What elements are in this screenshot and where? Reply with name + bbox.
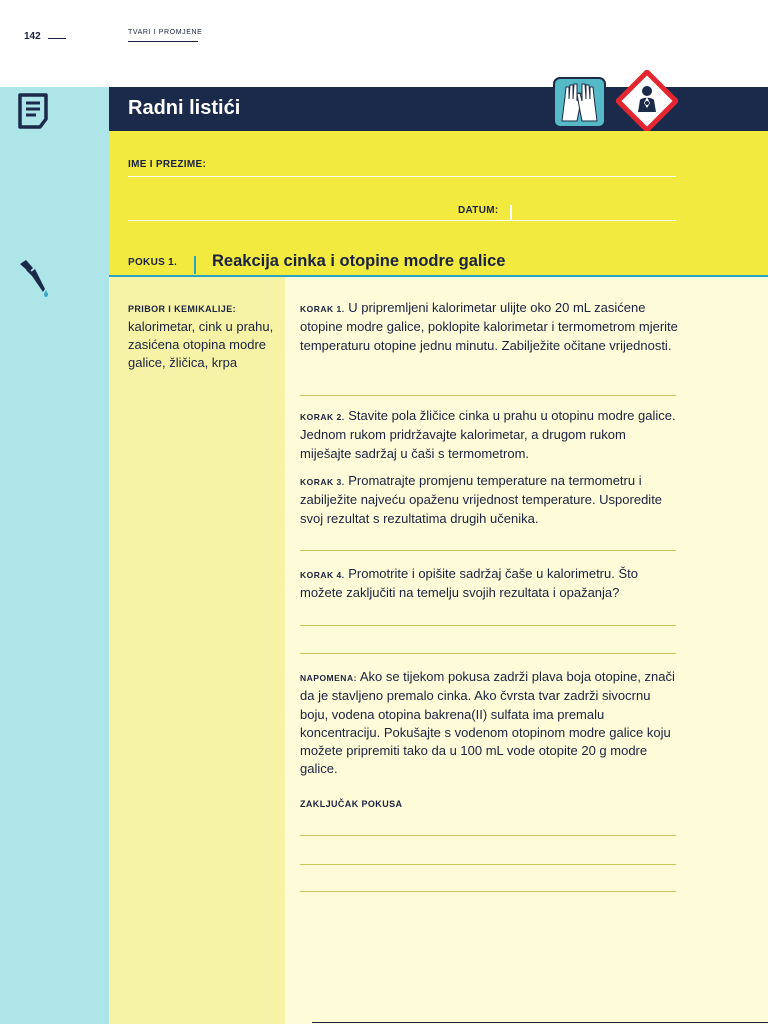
materials-column — [109, 277, 285, 1024]
step-4-label: KORAK 4. — [300, 570, 345, 580]
step-4 — [300, 565, 678, 603]
date-separator — [510, 205, 512, 220]
step-3-text: Promatrajte promjenu temperature na termometru i zabilježite najveću opaženu vrijednost temperature. Usporedite svoj rezultat s rezultatima drugih učenika. — [300, 473, 663, 526]
step-2-text: Stavite pola žličice cinka u prahu u otopinu modre galice. Jednom rukom pridržavajte kalorimetar, a drugom rukom miješajte sadržaj u čaši s termometrom. — [300, 408, 676, 461]
conclusion-line[interactable] — [300, 891, 676, 892]
experiment-label: POKUS 1. — [128, 257, 178, 268]
date-label: DATUM: — [458, 205, 499, 216]
experiment-separator — [194, 256, 196, 274]
dropper-icon — [16, 258, 52, 308]
step-3-label: KORAK 3. — [300, 477, 345, 487]
name-label: IME I PREZIME: — [128, 159, 207, 170]
step-2 — [300, 407, 678, 463]
answer-line[interactable] — [300, 395, 676, 396]
conclusion-line[interactable] — [300, 835, 676, 836]
note-text: Ako se tijekom pokusa zadrži plava boja otopine, znači da je stavljeno premalo cinka. Ako čvrsta tvar zadrži sivocrnu boju, vodena otopina bakrena(II) sulfata ima premalu koncentraciju. Pokušajte s vodenom otopinom modre galice koju možete pripremiti tako da u 100 mL vode otopite 20 g modre galice. — [300, 669, 675, 777]
bottom-rule — [312, 1022, 768, 1023]
health-hazard-icon — [616, 70, 678, 132]
running-head-underline — [128, 41, 198, 42]
page-number: 142 — [24, 31, 41, 42]
conclusion-label: ZAKLJUČAK POKUSA — [300, 799, 403, 809]
answer-line[interactable] — [300, 550, 676, 551]
note-label: NAPOMENA: — [300, 673, 357, 683]
materials-text: kalorimetar, cink u prahu, zasićena otopina modre galice, žličica, krpa — [128, 319, 274, 370]
name-input-line[interactable] — [128, 176, 676, 177]
step-2-label: KORAK 2. — [300, 412, 345, 422]
running-head: TVARI I PROMJENE — [128, 29, 203, 36]
step-1-label: KORAK 1. — [300, 304, 345, 314]
experiment-title: Reakcija cinka i otopine modre galice — [212, 252, 506, 270]
step-1-text: U pripremljeni kalorimetar ulijte oko 20 mL zasićene otopine modre galice, poklopite kalorimetar i termometrom mjerite temperaturu otopine jednu minutu. Zabilježite očitane vrijednosti. — [300, 300, 678, 353]
step-3 — [300, 472, 678, 528]
conclusion-line[interactable] — [300, 864, 676, 865]
document-icon — [16, 92, 52, 130]
answer-line[interactable] — [300, 653, 676, 654]
answer-line[interactable] — [300, 625, 676, 626]
left-margin-strip — [0, 87, 110, 1024]
page-number-rule — [48, 38, 66, 39]
step-4-text: Promotrite i opišite sadržaj čaše u kalorimetru. Što možete zaključiti na temelju svojih rezultata i opažanja? — [300, 566, 638, 601]
materials-label: PRIBOR I KEMIKALIJE: — [128, 304, 237, 314]
section-title: Radni listići — [128, 97, 241, 119]
gloves-icon — [553, 77, 606, 128]
date-input-line[interactable] — [128, 220, 676, 221]
steps-column — [285, 277, 768, 1024]
step-1 — [300, 299, 678, 355]
note — [300, 668, 678, 779]
